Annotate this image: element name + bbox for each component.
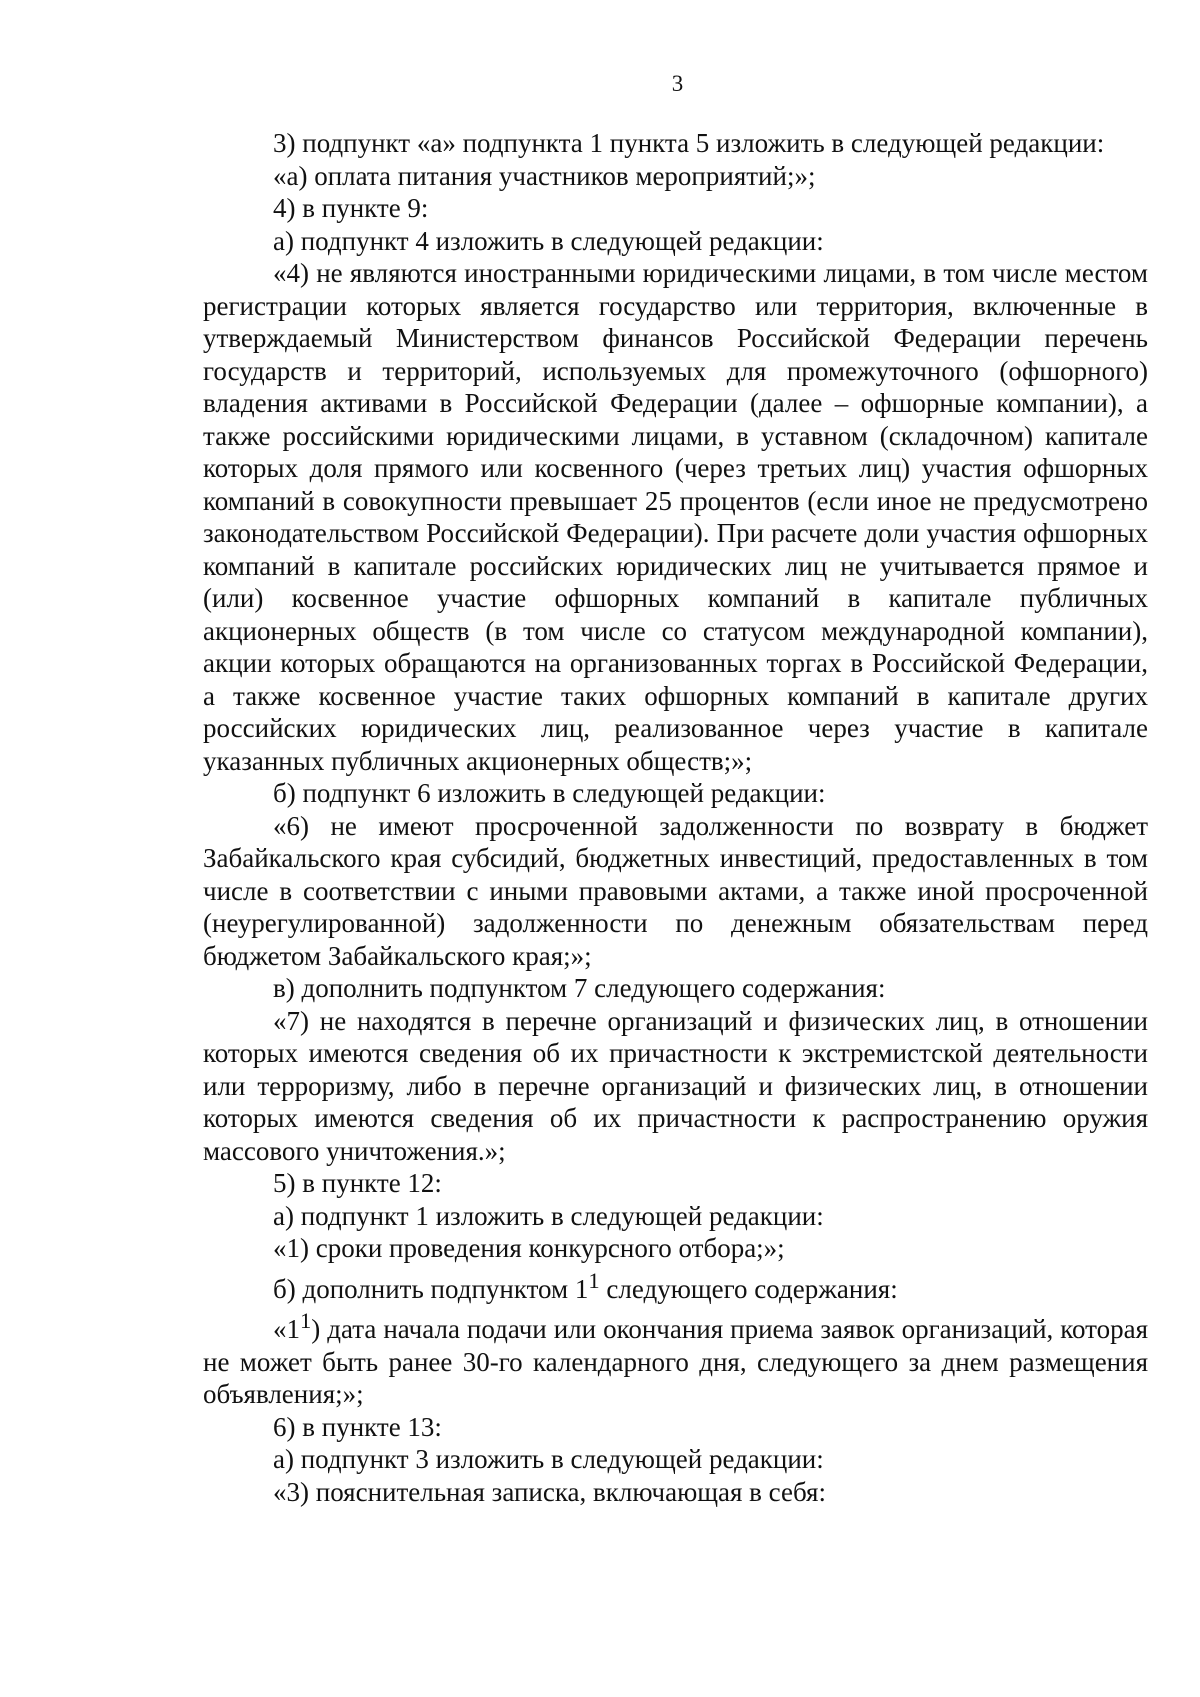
paragraph-subitem-b-2 xyxy=(203,1265,1148,1306)
superscript-1: 1 xyxy=(588,1267,600,1293)
paragraph-subitem-a: а) подпункт 4 изложить в следующей редакции: xyxy=(273,225,824,256)
paragraph-quote-6: «6) не имеют просроченной задолженности по возврату в бюджет Забайкальского края субсидий, бюджетных инвестиций, предоставленных в том числе в соответствии с иными правовыми актами, а также иной просроченной (неурегулированной) задолженности по денежным обязательствам перед бюджетом Забайкальского края;»; xyxy=(203,810,1148,971)
paragraph-item-4: 4) в пункте 9: xyxy=(273,193,429,223)
superscript-1-quote: 1 xyxy=(300,1308,312,1333)
paragraph-subitem-b-2-after: следующего содержания: xyxy=(599,1273,898,1304)
paragraph-quote-1: «1) сроки проведения конкурсного отбора;»; xyxy=(273,1233,785,1263)
paragraph-subitem-b: б) подпункт 6 изложить в следующей редакции: xyxy=(273,778,826,808)
paragraph-subitem-a-2: а) подпункт 1 изложить в следующей редакции: xyxy=(273,1200,824,1231)
paragraph-subitem-b-2-before: б) дополнить подпунктом 1 xyxy=(273,1273,589,1304)
document-body xyxy=(203,127,1148,1508)
paragraph-quote-4: «4) не являются иностранными юридическими лицами, в том числе местом регистрации которых является государство или территория, включенные в утверждаемый Министерством финансов Российской Федерации перечень государств и территорий, используемых для промежуточного (офшорного) владения активами в Российской Федерации (далее – офшорные компании), а также российскими юридическими лицами, в уставном (складочном) капитале которых доля прямого или косвенного (через третьих лиц) участия офшорных компаний в совокупности превышает 25 процентов (если иное не предусмотрено законодательством Российской Федерации). При расчете доли участия офшорных компаний в капитале российских юридических лиц не учитывается прямое и (или) косвенное участие офшорных компаний в капитале публичных акционерных обществ (в том числе со статусом международной компании), акции которых обращаются на организованных торгах в Российской Федерации, а также косвенное участие таких офшорных компаний в капитале других российских юридических лиц, реализованное через участие в капитале указанных публичных акционерных обществ;»; xyxy=(203,258,1148,776)
paragraph-subitem-a-3: а) подпункт 3 изложить в следующей редакции: xyxy=(273,1444,824,1474)
paragraph-quote-1-1-before: «1 xyxy=(273,1314,300,1344)
paragraph-quote-a: «а) оплата питания участников мероприятий;»; xyxy=(273,160,816,191)
paragraph-item-6: 6) в пункте 13: xyxy=(273,1411,442,1442)
paragraph-item-5: 5) в пункте 12: xyxy=(273,1168,442,1198)
paragraph-quote-3: «3) пояснительная записка, включающая в себя: xyxy=(273,1476,826,1507)
page-number: 3 xyxy=(671,71,684,96)
paragraph-item-3: 3) подпункт «а» подпункта 1 пункта 5 изложить в следующей редакции: xyxy=(273,128,1105,158)
paragraph-quote-1-1-after: ) дата начала подачи или окончания приема заявок организаций, которая не может быть ранее 30-го календарного дня, следующего за днем размещения объявления;»; xyxy=(203,1314,1148,1409)
paragraph-subitem-v: в) дополнить подпунктом 7 следующего содержания: xyxy=(273,973,886,1003)
paragraph-quote-1-1 xyxy=(203,1305,1148,1411)
paragraph-quote-7: «7) не находятся в перечне организаций и физических лиц, в отношении которых имеются сведения об их причастности к экстремистской деятельности или терроризму, либо в перечне организаций и физических лиц, в отношении которых имеются сведения об их причастности к распространению оружия массового уничтожения.»; xyxy=(203,1005,1148,1166)
